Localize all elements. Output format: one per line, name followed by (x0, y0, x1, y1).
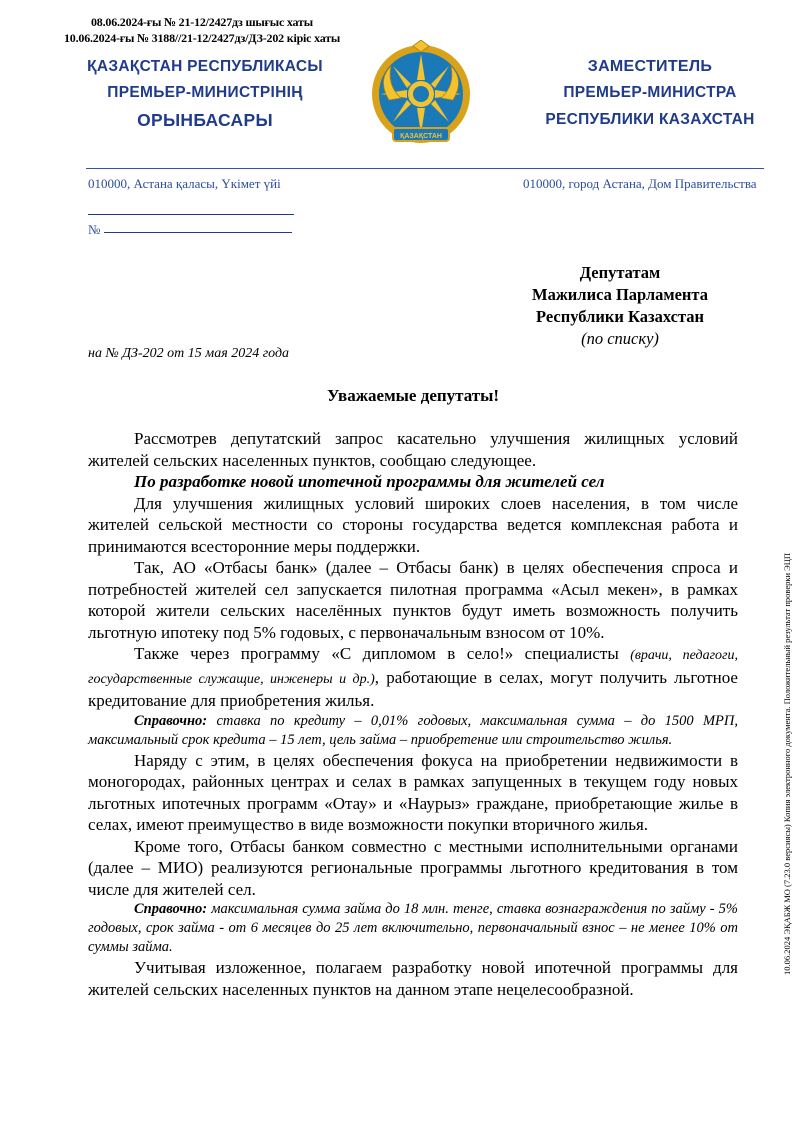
reference-line: на № ДЗ-202 от 15 мая 2024 года (88, 346, 290, 361)
emblem-caption: ҚАЗАҚСТАН (400, 133, 442, 140)
paragraph: Также через программу «С дипломом в село!» специалисты (врачи, педагоги, государственные служащие, инженеры и др.), работающие в селах, могут получить льготное кредитование для приобретения жилья. (88, 644, 738, 710)
paragraph: Так, АО «Отбасы банк» (далее – Отбасы банк) в целях обеспечения спроса и потребностей жителей сел запускается пилотная программа «Асыл мекен», в рамках которой жители сельских населённых пунктов будут иметь возможность получить льготную ипотеку под 5% годовых, с первоначальным взносом от 10%. (88, 558, 738, 642)
paragraph: Учитывая изложенное, полагаем разработку новой ипотечной программы для жителей сельских населенных пунктов на данном этапе нецелесообразной. (88, 958, 738, 999)
reference-note: Справочно: ставка по кредиту – 0,01% годовых, максимальная сумма – до 1500 МРП, максимальный срок кредита – 15 лет, цель займа – приобретение или строительство жилья. (88, 712, 738, 748)
reference-note: Справочно: максимальная сумма займа до 18 млн. тенге, ставка вознаграждения по займу - 5% годовых, срок займа - от 6 месяцев до 25 лет включительно, первоначальный взнос – не менее 10% от суммы займа. (88, 901, 738, 955)
number-field: № (88, 220, 296, 238)
incoming-stamp: 10.06.2024-ғы № 3188//21-12/2427дз/ДЗ-202 кіріс хаты (64, 31, 341, 45)
header-divider (86, 168, 764, 169)
left-title: ҚАЗАҚСТАН РЕСПУБЛИКАСЫ ПРЕМЬЕР-МИНИСТРІНІҢ ОРЫНБАСАРЫ (87, 58, 323, 130)
section-heading: По разработке новой ипотечной программы для жителей сел (134, 472, 605, 491)
addressee-block (480, 262, 760, 350)
right-title: ЗАМЕСТИТЕЛЬ ПРЕМЬЕР-МИНИСТРА РЕСПУБЛИКИ КАЗАХСТАН (545, 58, 755, 128)
letter-body (88, 428, 738, 1000)
paragraph: Рассмотрев депутатский запрос касательно улучшения жилищных условий жителей сельских населенных пунктов, сообщаю следующее. (88, 429, 738, 470)
state-emblem (367, 40, 475, 152)
paragraph: Для улучшения жилищных условий широких слоев населения, в том числе жителей сельской местности со стороны государства ведется комплексная работа и принимаются всесторонние меры поддержки. (88, 493, 738, 556)
addressee-line: Депутатам (579, 263, 661, 282)
address-russian: 010000, город Астана, Дом Правительства (523, 176, 757, 191)
paragraph: Кроме того, Отбасы банком совместно с местными исполнительными органами (далее – МИО) реализуются региональные программы льготного кредитования в том числе для жителей сел. (88, 836, 738, 899)
addressee-note: (по списку) (581, 329, 659, 348)
addressee-line: Мажилиса Парламента (532, 285, 708, 304)
outgoing-stamp: 08.06.2024-ғы № 21-12/2427дз шығыс хаты (91, 15, 313, 29)
date-field (88, 202, 294, 215)
address-kazakh: 010000, Астана қаласы, Үкімет үйі (88, 176, 281, 191)
salutation: Уважаемые депутаты! (326, 386, 500, 405)
e-signature-note: 10.06.2024 ЭҚАБЖ МО (7.23.0 версиясы) Копия электронного документа. Положительный результат проверки ЭЦП (782, 552, 792, 975)
paragraph: Наряду с этим, в целях обеспечения фокуса на приобретении недвижимости в моногородах, районных центрах и селах в рамках запущенных в текущем году новых льготных ипотечных программ «Отау» и «Наурыз» граждане, приобретающие жилье в селах, имеют преимущество в виде возможности покупки вторичного жилья. (88, 750, 738, 834)
addressee-line: Республики Казахстан (535, 307, 705, 326)
